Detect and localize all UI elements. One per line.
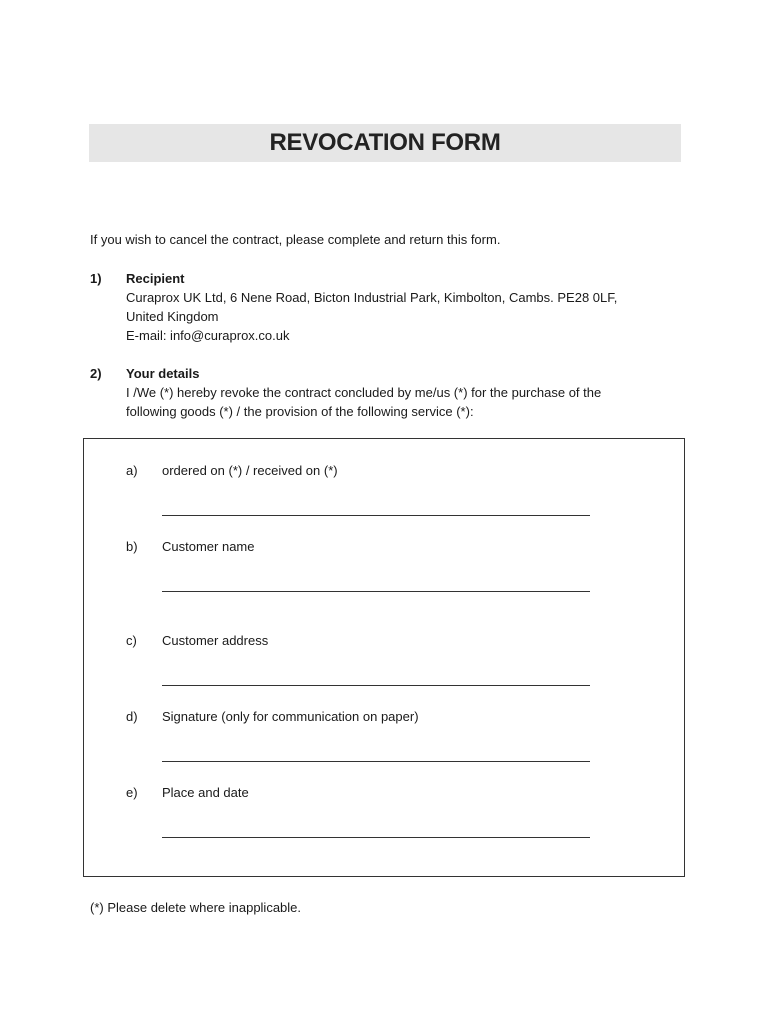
section-heading: Recipient [126,271,185,286]
field-label: Customer name [162,539,255,554]
field-letter: e) [126,785,138,800]
customer-name-input-line[interactable] [162,591,590,592]
field-letter: a) [126,463,138,478]
section-number: 2) [90,366,102,381]
customer-address-input-line[interactable] [162,685,590,686]
revocation-statement-line: following goods (*) / the provision of the following service (*): [126,404,474,419]
page-title: REVOCATION FORM [269,129,501,156]
details-box [83,438,685,877]
section-recipient [90,269,690,349]
signature-input-line[interactable] [162,761,590,762]
section-number: 1) [90,271,102,286]
place-and-date-input-line[interactable] [162,837,590,838]
section-heading: Your details [126,366,200,381]
field-letter: c) [126,633,137,648]
intro-text: If you wish to cancel the contract, please complete and return this form. [90,232,501,247]
recipient-address-line: Curaprox UK Ltd, 6 Nene Road, Bicton Industrial Park, Kimbolton, Cambs. PE28 0LF, [126,290,618,305]
field-letter: b) [126,539,138,554]
section-body [126,364,686,421]
field-label: Place and date [162,785,249,800]
footnote: (*) Please delete where inapplicable. [90,900,302,915]
field-label: Signature (only for communication on paper) [162,709,419,724]
revocation-statement-line: I /We (*) hereby revoke the contract concluded by me/us (*) for the purchase of the [126,385,602,400]
title-banner [89,124,681,162]
recipient-email-line: E-mail: info@curaprox.co.uk [126,328,290,343]
field-label: ordered on (*) / received on (*) [162,463,338,478]
ordered-on-input-line[interactable] [162,515,590,516]
section-your-details [90,364,690,424]
recipient-country-line: United Kingdom [126,309,219,324]
field-letter: d) [126,709,138,724]
field-label: Customer address [162,633,269,648]
section-body [126,269,686,345]
